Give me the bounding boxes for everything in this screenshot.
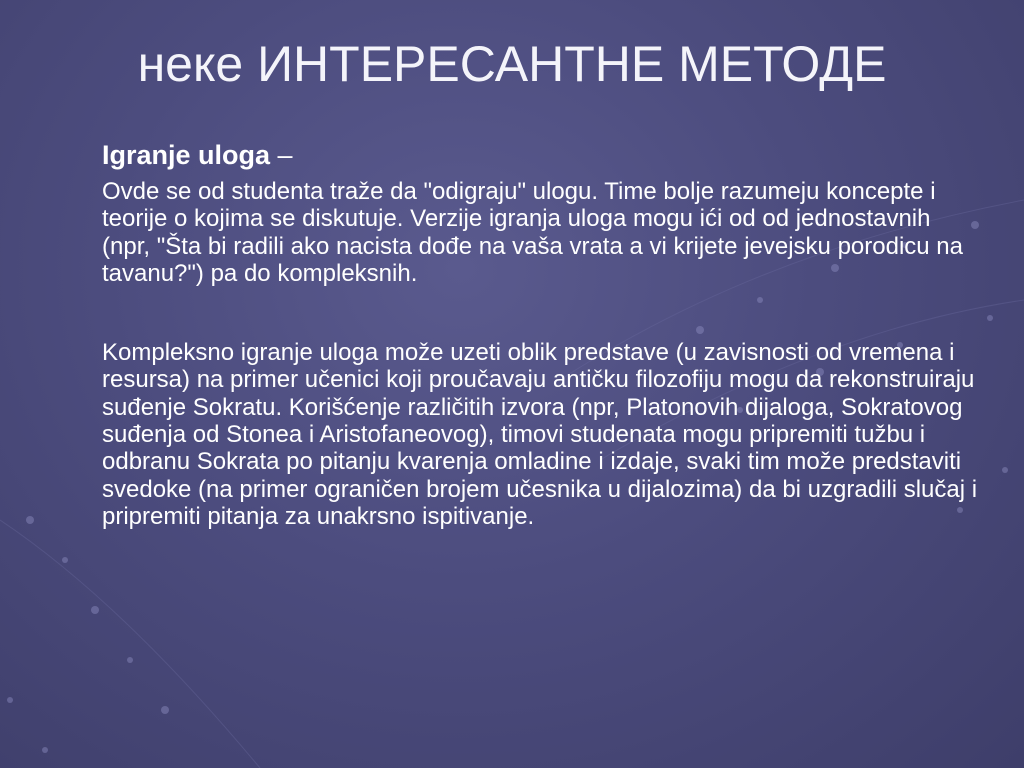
section-heading: [102, 136, 982, 174]
slide-title: неке ИНТЕРЕСАНТНЕ МЕТОДЕ: [137, 36, 887, 92]
slide-body: [102, 136, 982, 530]
paragraph-intro: Ovde se od studenta traže da "odigraju" ulogu. Time bolje razumeju koncepte i teorije o kojima se diskutuje. Verzije igranja uloga mogu ići od od jednostavnih (npr, "Šta bi radili ako nacista dođe na vaša vrata a vi krijete jevejsku porodicu na tavanu?") pa do kompleksnih.: [102, 178, 963, 287]
section-heading-dash: –: [270, 140, 293, 170]
paragraph-complex: Kompleksno igranje uloga može uzeti oblik predstave (u zavisnosti od vremena i resursa) na primer učenici koji proučavaju antičku filozofiju mogu da rekonstruiraju suđenje Sokratu. Korišćenje različitih izvora (npr, Platonovih dijaloga, Sokratovog suđenja od Stonea i Aristofaneovog), timovi studenata mogu pripremiti tužbu i odbranu Sokrata po pitanju kvarenja omladine i izdaje, svaki tim može predstaviti svedoke (na primer ograničen brojem učesnika u dijalozima) da bi uzgradili slučaj i pripremiti pitanja za unakrsno ispitivanje.: [102, 339, 978, 530]
section-heading-bold: Igranje uloga: [102, 140, 271, 170]
